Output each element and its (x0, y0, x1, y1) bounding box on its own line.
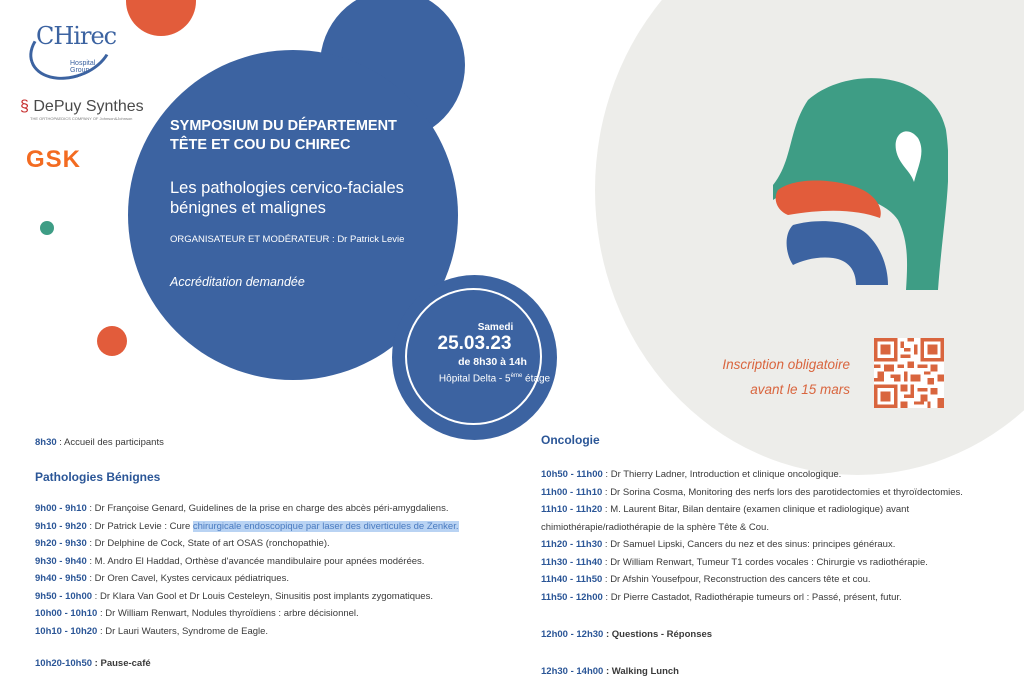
program-time: 9h00 - 9h10 (35, 503, 87, 514)
chirec-logo-sub: Hospital Group (70, 60, 96, 74)
tongue-lower-shape (787, 221, 888, 285)
event-date-block (392, 322, 557, 386)
program-time: 10h50 - 11h00 (541, 469, 603, 480)
program-text: : Dr Oren Cavel, Kystes cervicaux pédiatriques. (86, 573, 289, 584)
depuy-mark-icon: § (20, 98, 29, 115)
program-item (35, 623, 505, 641)
inscription-notice (690, 352, 850, 402)
symposium-subtitle-line2: bénignes et malignes (170, 199, 326, 217)
depuy-logo-tag: THE ORTHOPAEDICS COMPANY OF Johnson&Johnson (30, 116, 133, 122)
program-text: : Dr Afshin Yousefpour, Reconstruction des cancers tête et cou. (602, 574, 871, 585)
symposium-title (170, 117, 430, 155)
symposium-title-line1: SYMPOSIUM DU DÉPARTEMENT (170, 118, 397, 134)
program-item (35, 570, 505, 588)
program-item (541, 589, 991, 607)
decorative-orange-dot (97, 326, 127, 356)
program-time: 10h10 - 10h20 (35, 625, 98, 637)
lunch-label: : Walking Lunch (603, 666, 679, 677)
program-time: 11h30 - 11h40 (541, 556, 603, 568)
program-text: : Dr Klara Van Gool et Dr Louis Cesteleyn, Sinusitis post implants zygomatiques. (92, 590, 433, 602)
program-item (35, 500, 505, 518)
program-item (541, 484, 991, 502)
lunch-row (541, 663, 991, 681)
depuy-logo-name: DePuy Synthes (33, 98, 144, 115)
organizer: ORGANISATEUR ET MODÉRATEUR : Dr Patrick Levie (170, 234, 405, 245)
lunch-time: 12h30 - 14h00 (541, 666, 604, 677)
program-item (35, 518, 505, 536)
event-location-prefix: Hôpital Delta - 5 (438, 373, 511, 385)
welcome-time: 8h30 (35, 437, 57, 448)
oncology-program-list (541, 466, 991, 606)
program-item (541, 466, 991, 484)
program-text: : Dr Lauri Wauters, Syndrome de Eagle. (97, 625, 269, 637)
program-item (35, 588, 505, 606)
accreditation: Accréditation demandée (170, 275, 305, 289)
gsk-logo: GSK (26, 146, 82, 173)
program-time: 9h10 - 9h20 (35, 520, 87, 532)
program-time: 11h00 - 11h10 (541, 486, 603, 498)
event-hours: de 8h30 à 14h (458, 356, 527, 368)
inscription-line2: avant le 15 mars (750, 382, 850, 397)
welcome-row (35, 434, 505, 452)
program-time: 9h30 - 9h40 (35, 555, 87, 567)
program-text: : M. Andro El Haddad, Orthèse d'avancée mandibulaire pour apnées modérées. (86, 555, 425, 567)
section-title-benign: Pathologies Bénignes (35, 470, 161, 484)
decorative-orange-circle-top (126, 0, 196, 36)
program-text: : Dr Pierre Castadot, Radiothérapie tumeurs orl : Passé, présent, futur. (602, 591, 902, 603)
break-row (35, 655, 505, 673)
head-anatomy-illustration (768, 70, 948, 290)
program-text: : Dr William Renwart, Nodules thyroïdiens : arbre décisionnel. (97, 608, 359, 619)
program-item (541, 501, 991, 536)
program-time: 11h20 - 11h30 (541, 539, 603, 550)
program-time: 11h40 - 11h50 (541, 574, 603, 585)
program-text: : Dr Patrick Levie : Cure (86, 520, 193, 532)
program-item (541, 536, 991, 554)
program-item (35, 535, 505, 553)
section-title-oncology: Oncologie (541, 433, 600, 447)
program-text: : Dr Sorina Cosma, Monitoring des nerfs lors des parotidectomies et thyroïdectomies. (602, 486, 963, 498)
decorative-green-dot (40, 221, 54, 235)
program-text: : M. Laurent Bitar, Bilan dentaire (examen clinique et radiologique) avant (602, 504, 910, 515)
registration-qr-code[interactable] (874, 338, 944, 408)
qa-label: : Questions - Réponses (603, 629, 713, 640)
qa-time: 12h00 - 12h30 (541, 629, 604, 640)
break-time: 10h20-10h50 (35, 658, 93, 669)
program-item (541, 554, 991, 572)
program-time: 9h20 - 9h30 (35, 538, 87, 549)
chirec-logo (28, 14, 117, 76)
program-item (541, 571, 991, 589)
benign-program-list (35, 500, 505, 640)
symposium-subtitle (170, 178, 440, 218)
program-text: : Dr William Renwart, Tumeur T1 cordes vocales : Chirurgie vs radiothérapie. (602, 556, 928, 568)
program-time: 10h00 - 10h10 (35, 608, 98, 619)
program-item (35, 605, 505, 623)
program-item (35, 553, 505, 571)
break-label: : Pause-café (92, 658, 151, 669)
program-time: 11h50 - 12h00 (541, 591, 603, 603)
event-location-sup: ème (510, 373, 523, 379)
program-text: : Dr Delphine de Cock, State of art OSAS (ronchopathie). (86, 538, 330, 549)
depuy-synthes-logo (20, 98, 144, 121)
event-location-suffix: étage (522, 373, 551, 385)
selected-text-highlight[interactable]: chirurgicale endoscopique par laser des diverticules de Zenker. (192, 520, 459, 532)
event-location (392, 369, 557, 386)
program-text-continued: chimiothérapie/radiothérapie de la sphère Tête & Cou. (541, 521, 769, 533)
program-time: 11h10 - 11h20 (541, 504, 603, 515)
symposium-subtitle-line1: Les pathologies cervico-faciales (170, 179, 404, 197)
program-time: 9h40 - 9h50 (35, 573, 87, 584)
event-day: Samedi (477, 322, 514, 333)
inscription-line1: Inscription obligatoire (722, 357, 850, 372)
event-date: 25.03.23 (437, 333, 512, 354)
program-text: : Dr Samuel Lipski, Cancers du nez et des sinus: principes généraux. (602, 539, 896, 550)
program-time: 9h50 - 10h00 (35, 590, 93, 602)
welcome-label: : Accueil des participants (56, 437, 164, 448)
program-text: : Dr Thierry Ladner, Introduction et clinique oncologique. (602, 469, 842, 480)
program-text: : Dr Françoise Genard, Guidelines de la prise en charge des abcès péri-amygdaliens. (86, 503, 449, 514)
qa-row (541, 626, 991, 644)
symposium-title-line2: TÊTE ET COU DU CHIREC (170, 137, 351, 153)
chirec-logo-name: CHirec (36, 22, 117, 50)
